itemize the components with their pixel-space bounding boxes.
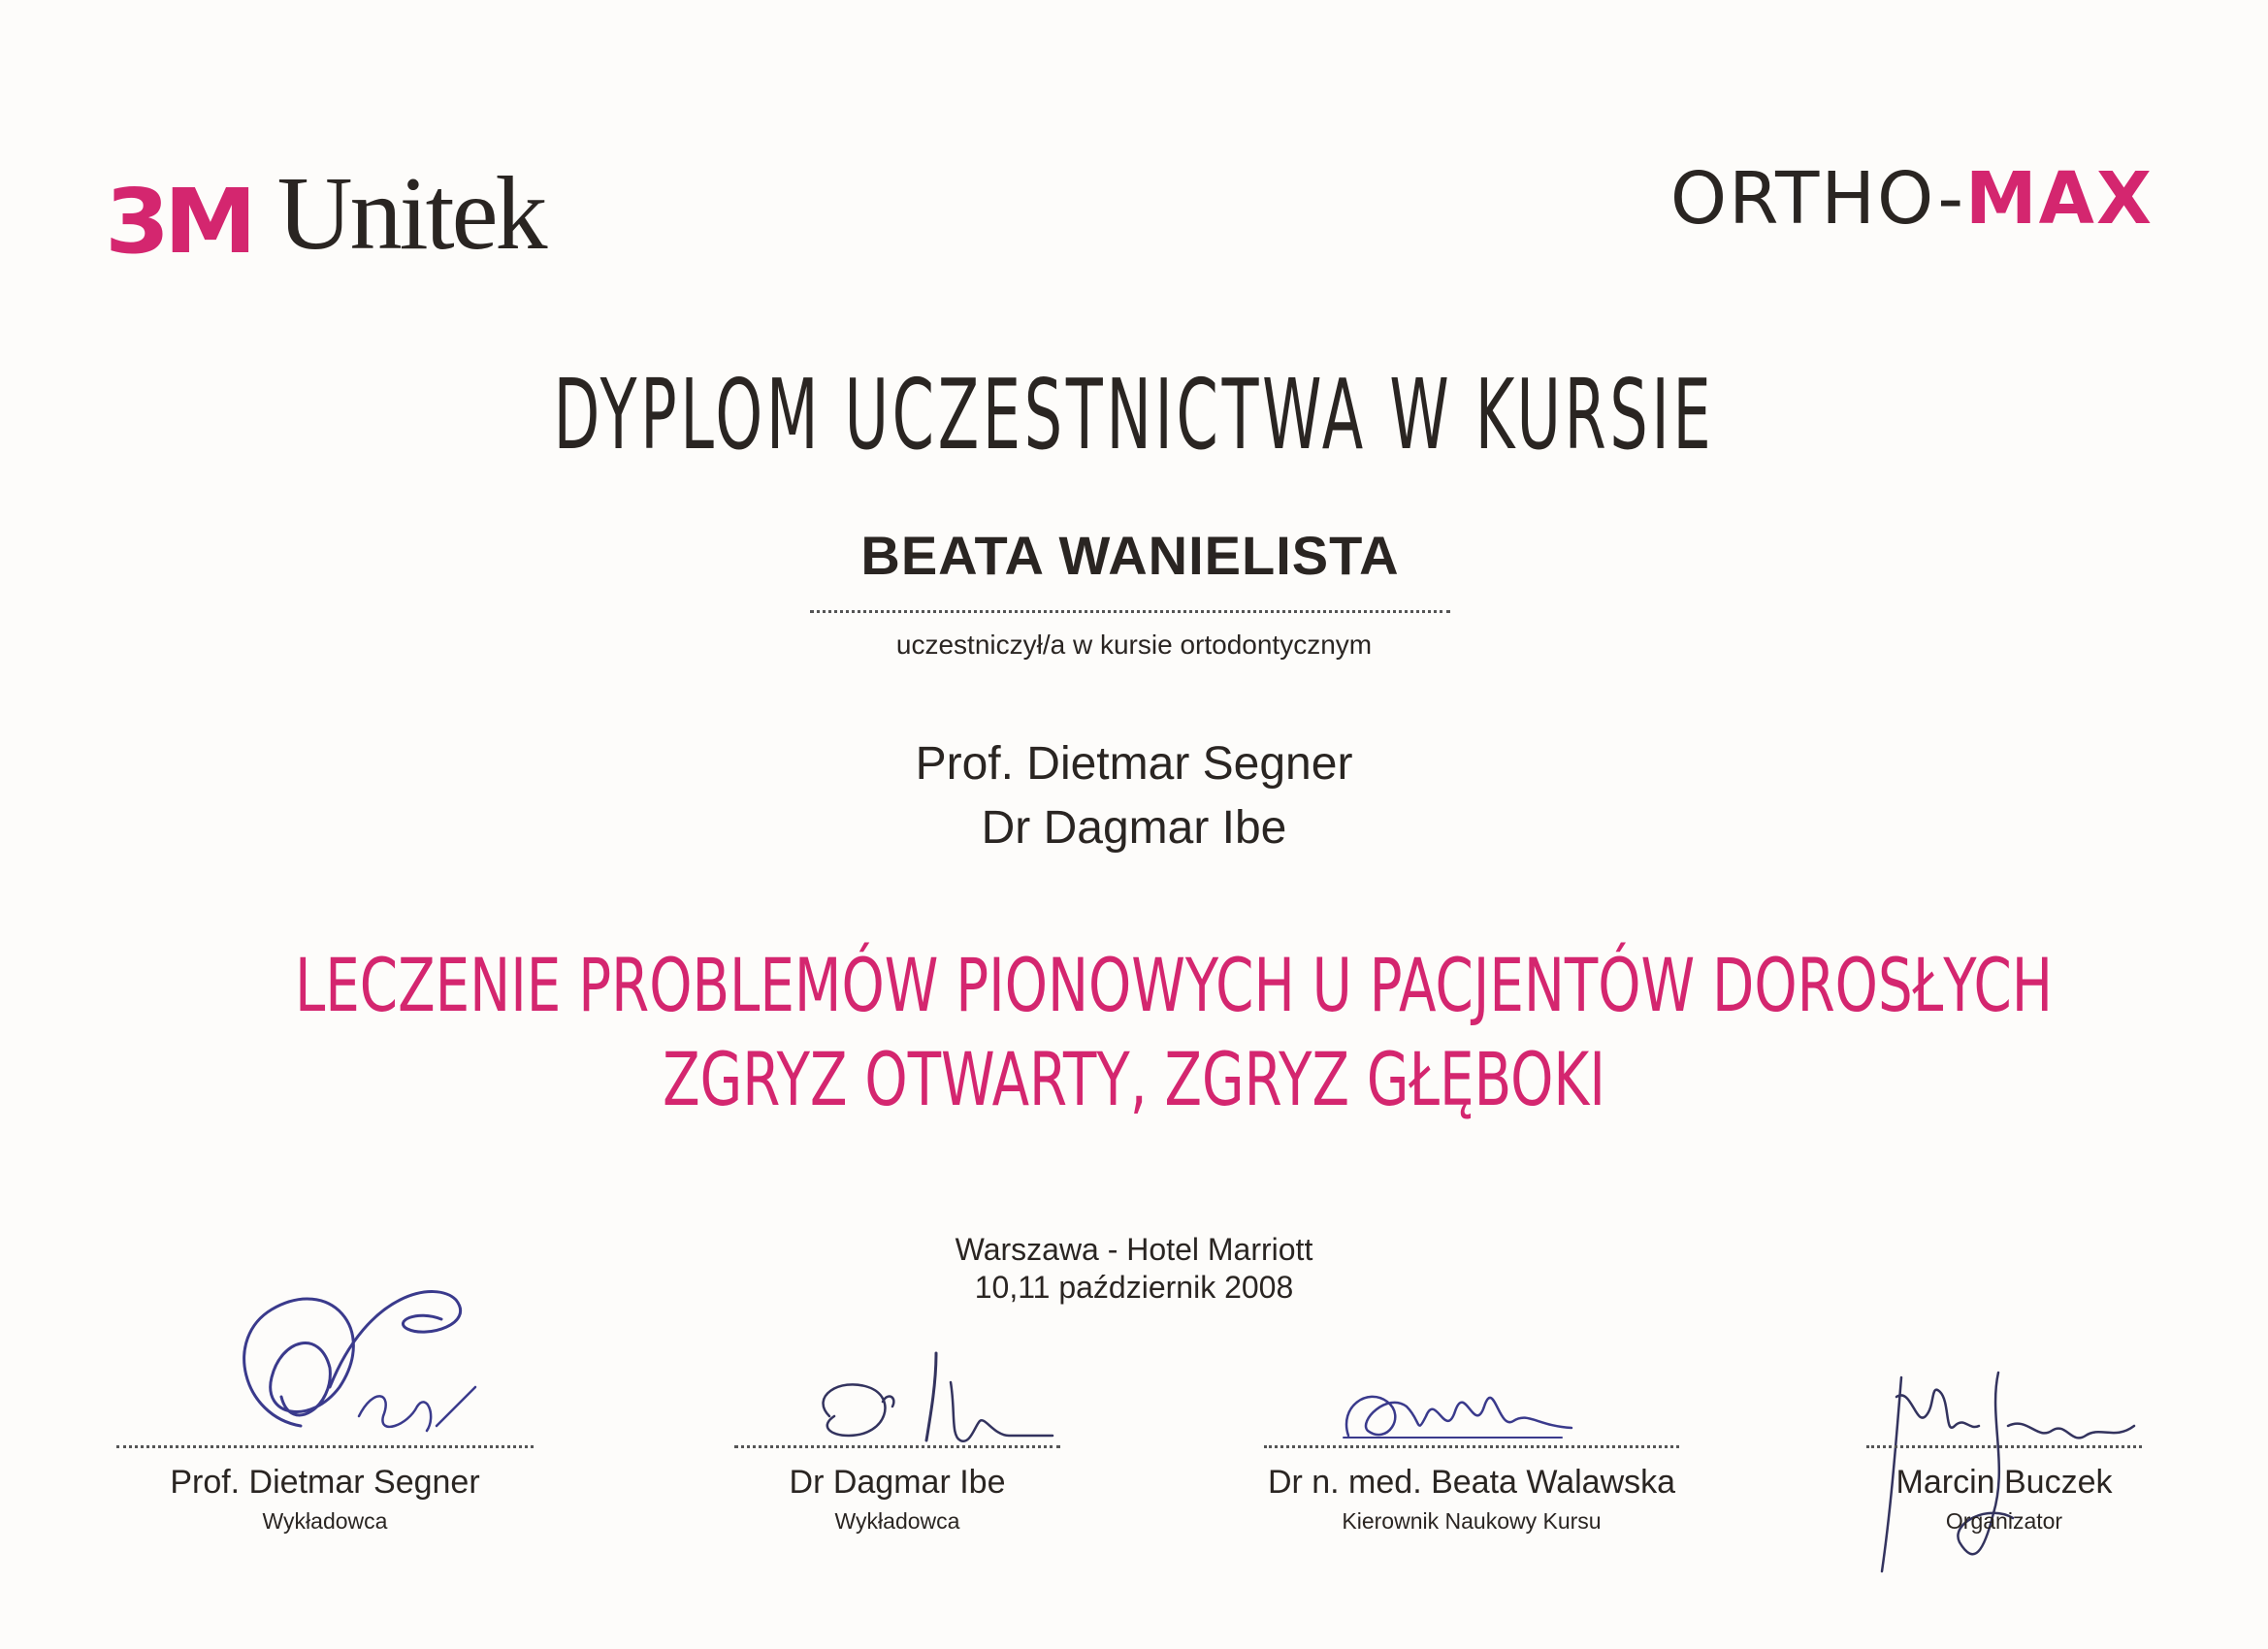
signature-line bbox=[1866, 1445, 2142, 1448]
logo-ortho-max bbox=[1669, 157, 2154, 241]
signature-line bbox=[734, 1445, 1060, 1448]
signature-block bbox=[1264, 1445, 1679, 1533]
signature-block bbox=[116, 1445, 534, 1533]
recipient-block bbox=[810, 525, 1450, 586]
signatory-role: Kierownik Naukowy Kursu bbox=[1342, 1508, 1602, 1534]
logo-max-suffix: MAX bbox=[1965, 157, 2154, 241]
recipient-name: BEATA WANIELISTA bbox=[860, 525, 1400, 586]
signature-block bbox=[1866, 1445, 2142, 1533]
signatory-name: Dr n. med. Beata Walawska bbox=[1267, 1464, 1676, 1501]
signature-walawska-scribble bbox=[1329, 1368, 1591, 1455]
signature-line bbox=[1264, 1445, 1679, 1448]
diploma-title: DYPLOM UCZESTNICTWA W KURSIE bbox=[553, 358, 1715, 471]
signatory-name: Prof. Dietmar Segner bbox=[170, 1464, 480, 1501]
recipient-dotted-line bbox=[810, 610, 1450, 613]
logo-3m-unitek bbox=[105, 150, 545, 274]
logo-unitek-word: Unitek bbox=[276, 156, 545, 272]
signature-line bbox=[116, 1445, 534, 1448]
course-title-line: LECZENIE PROBLEMÓW PIONOWYCH U PACJENTÓW DOROSŁYCH bbox=[294, 942, 2054, 1028]
signatory-name: Dr Dagmar Ibe bbox=[789, 1464, 1006, 1501]
lecturer-name: Dr Dagmar Ibe bbox=[981, 802, 1287, 854]
signatory-role: Organizator bbox=[1945, 1508, 2063, 1534]
signature-ibe-scribble bbox=[791, 1343, 1072, 1460]
signatory-role: Wykładowca bbox=[834, 1508, 960, 1534]
signatory-name: Marcin Buczek bbox=[1895, 1464, 2113, 1501]
course-title-line: ZGRYZ OTWARTY, ZGRYZ GŁĘBOKI bbox=[663, 1036, 1605, 1122]
logo-ortho-prefix: ORTHO- bbox=[1669, 157, 1966, 241]
lecturer-name: Prof. Dietmar Segner bbox=[915, 738, 1353, 790]
signature-block bbox=[734, 1445, 1060, 1533]
signature-segner-scribble bbox=[184, 1271, 504, 1465]
course-location: Warszawa - Hotel Marriott bbox=[955, 1232, 1313, 1267]
course-date: 10,11 październik 2008 bbox=[974, 1270, 1294, 1305]
signatory-role: Wykładowca bbox=[262, 1508, 388, 1534]
participation-text: uczestniczył/a w kursie ortodontycznym bbox=[895, 630, 1373, 660]
logo-3m-mark: 3M bbox=[105, 170, 251, 274]
